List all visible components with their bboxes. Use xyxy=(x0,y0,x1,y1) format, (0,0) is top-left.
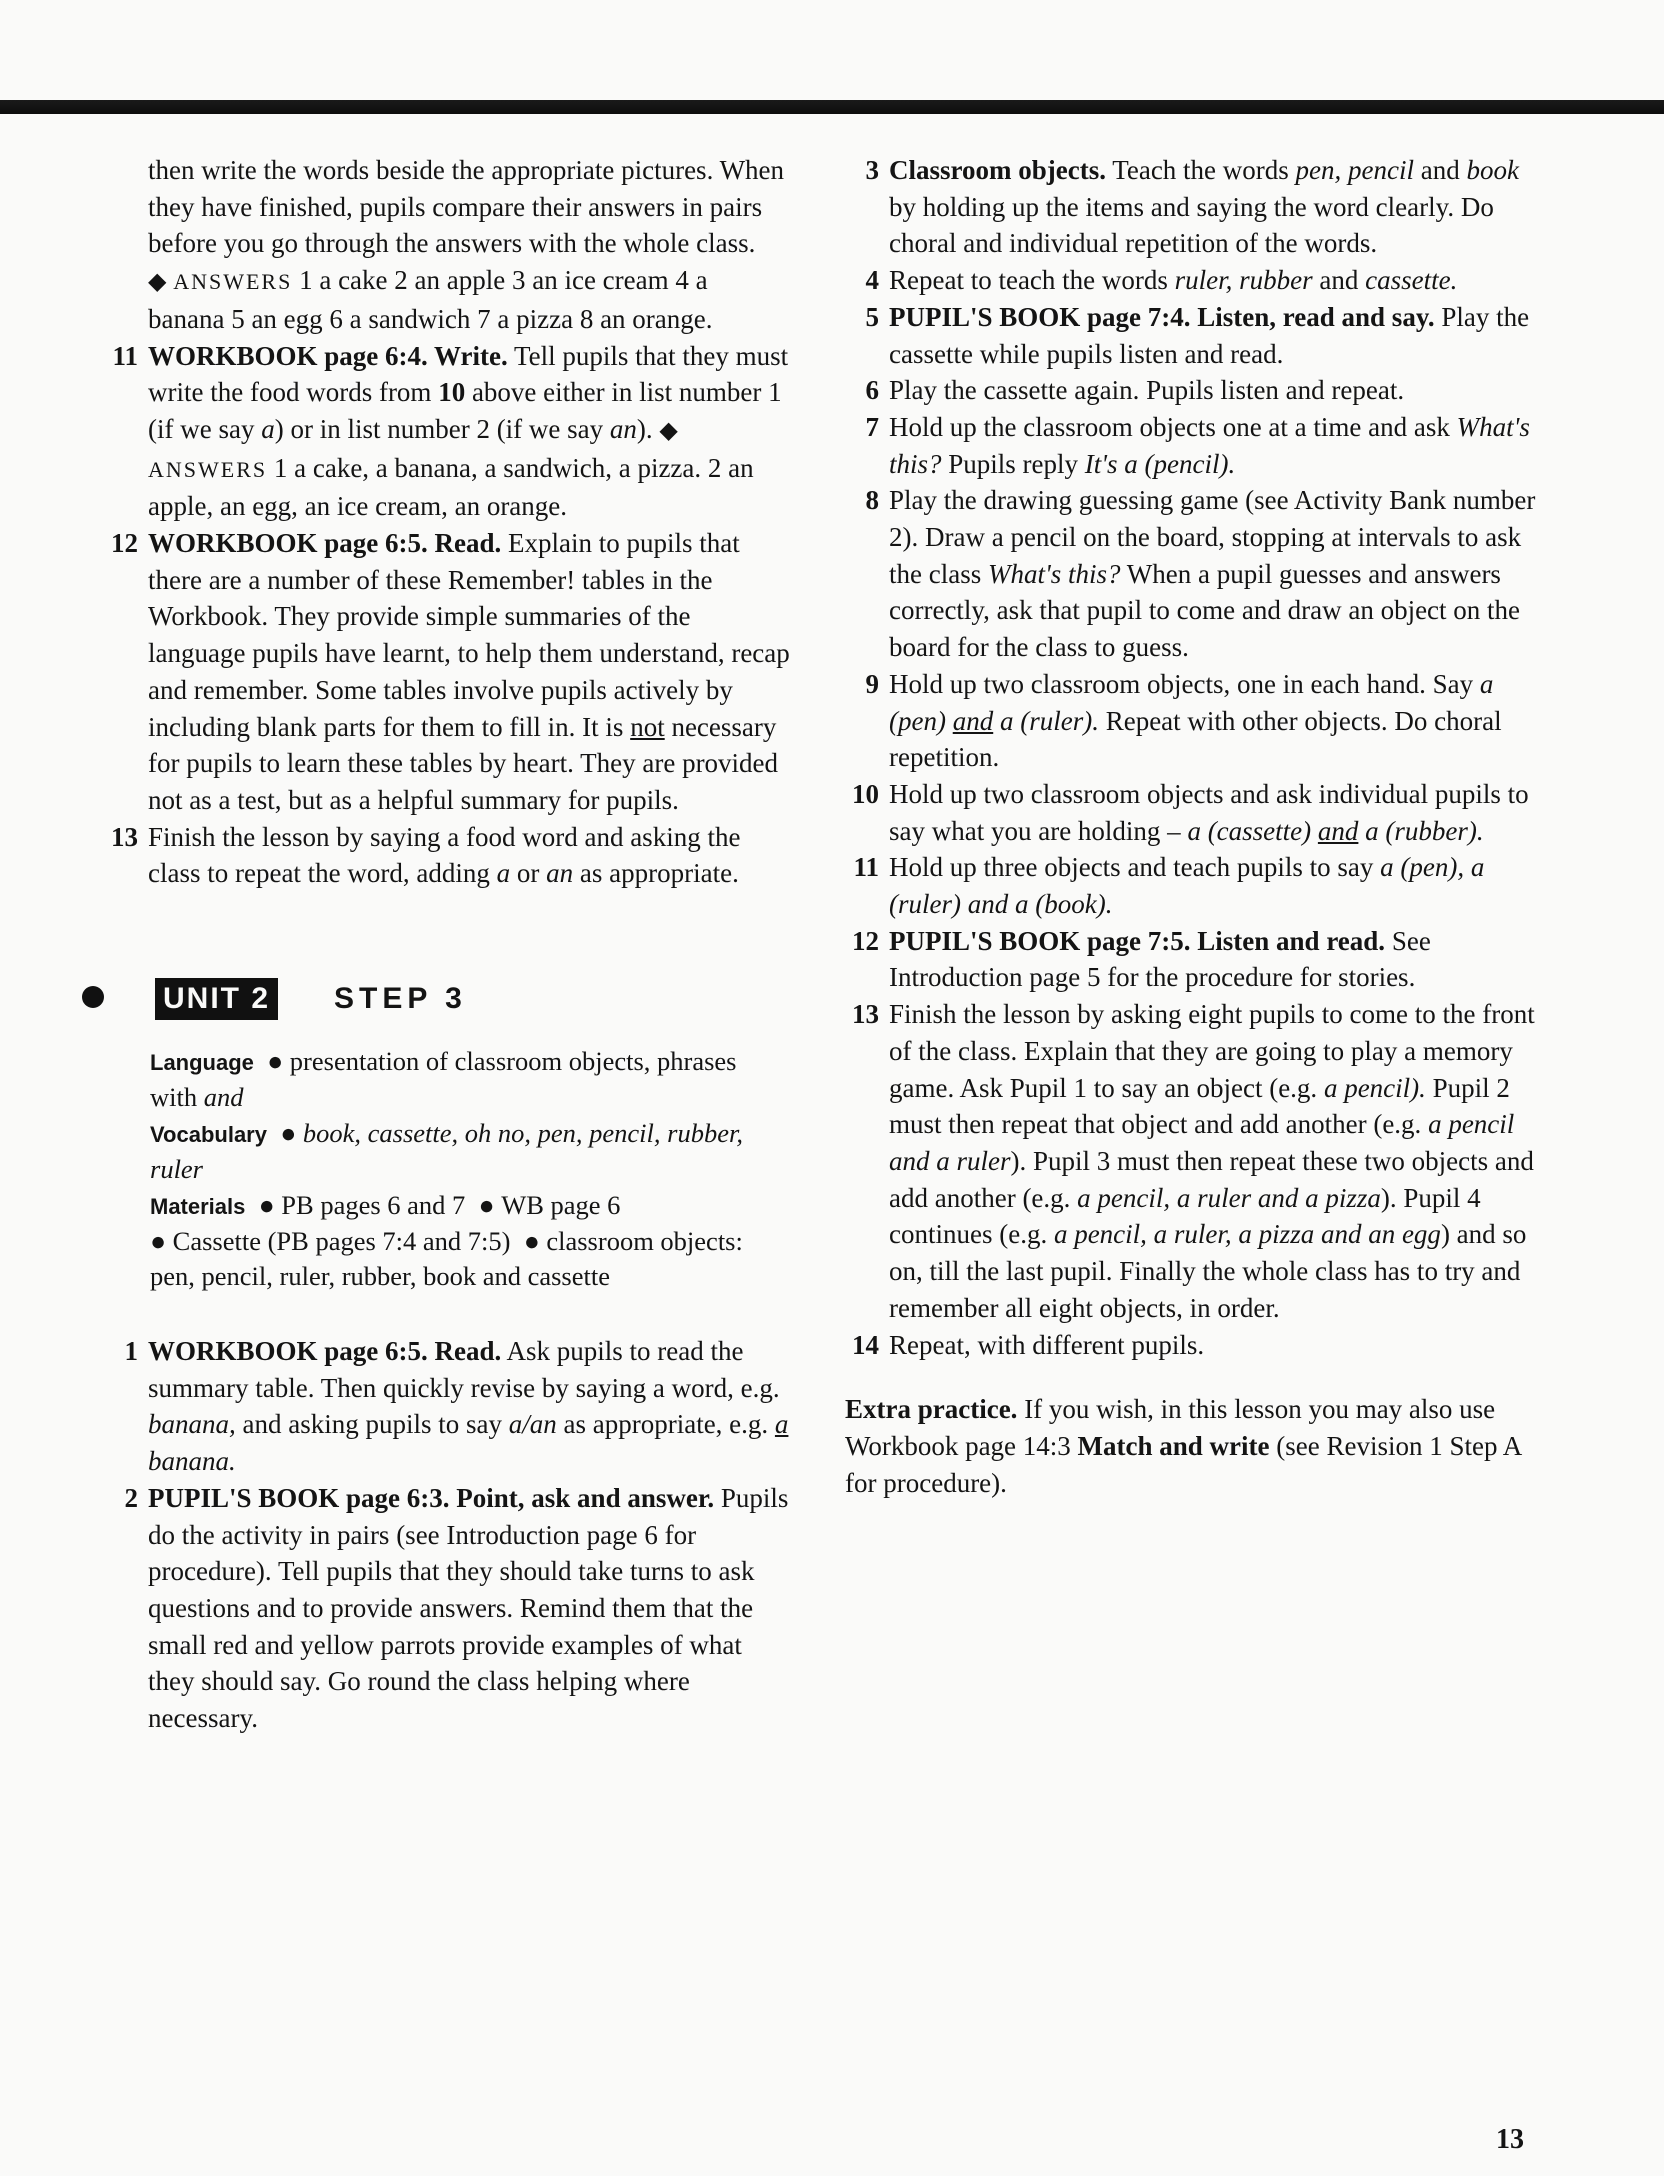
text-run: Play the cassette while pupils listen and read. xyxy=(889,301,1530,369)
text-run: PUPIL'S BOOK page 7:5. Listen and read. xyxy=(889,925,1386,956)
item-body xyxy=(148,1333,790,1480)
text-run: ruler, rubber xyxy=(1174,265,1313,296)
list-item xyxy=(104,1480,790,1737)
text-run: Play the drawing guessing game (see Activity Bank number 2). Draw a pencil on the board, stopping at intervals to ask the class xyxy=(889,485,1536,589)
list-item xyxy=(845,1327,1547,1364)
item-body xyxy=(889,849,1547,922)
materials-text: PB pages 6 and 7 xyxy=(281,1190,466,1221)
item-body xyxy=(889,372,1547,409)
text-run: necessary for pupils to learn these tables by heart. They are provided not as a test, but as a helpful summary for pupils. xyxy=(148,711,779,815)
text-run: Extra practice. xyxy=(845,1394,1018,1425)
item-body xyxy=(889,776,1547,849)
text-run: When a pupil guesses and answers correctly, ask that pupil to come and draw an object on the board for the class to guess. xyxy=(889,558,1521,663)
list-item xyxy=(845,152,1547,262)
bullet-icon: ● xyxy=(252,1190,282,1221)
item-number: 13 xyxy=(111,821,138,852)
text-run: and xyxy=(1312,265,1366,296)
item-number: 13 xyxy=(852,999,879,1030)
item-body xyxy=(889,409,1547,482)
item-body xyxy=(889,262,1547,299)
item-body xyxy=(889,1327,1547,1364)
list-item xyxy=(845,372,1547,409)
vocabulary-label: Vocabulary xyxy=(150,1122,267,1148)
text-run: a (pen) xyxy=(889,668,1494,736)
list-item xyxy=(104,338,790,526)
text-run: a pencil, a ruler and a pizza xyxy=(1077,1182,1381,1213)
item-number: 1 xyxy=(124,1336,138,1367)
text-run: a/an xyxy=(508,1409,557,1440)
text-run xyxy=(946,706,953,736)
text-run xyxy=(993,706,1000,736)
language-text: presentation of classroom objects, phrases with xyxy=(150,1046,737,1113)
text-run: and xyxy=(1317,815,1359,846)
item-body xyxy=(889,923,1547,996)
item-number: 12 xyxy=(852,925,879,956)
item-number: 6 xyxy=(865,375,879,406)
diamond-icon: ◆ xyxy=(148,269,167,296)
list-item xyxy=(845,299,1547,372)
language-row xyxy=(150,1044,790,1115)
text-run: a pencil). xyxy=(1323,1072,1426,1103)
text-run: or xyxy=(510,858,547,889)
text-run: Hold up two classroom objects and ask individual pupils to say what you are holding – xyxy=(889,778,1529,846)
text-run: ). Pupil 3 must then repeat these two objects and add another (e.g. xyxy=(889,1145,1534,1213)
text-run: What's this? xyxy=(987,558,1121,589)
item-number: 14 xyxy=(852,1329,879,1360)
text-run: If you wish, in this lesson you may also use Workbook page 14:3 xyxy=(845,1394,1496,1461)
text-run: WORKBOOK page 6:5. Read. xyxy=(148,528,502,559)
text-run: 10 xyxy=(438,377,466,408)
text-run: What's this? xyxy=(889,411,1530,479)
answers-text: 1 a cake 2 an apple 3 an ice cream 4 a banana 5 an egg 6 a sandwich 7 a pizza 8 an orange. xyxy=(148,265,713,334)
top-rule xyxy=(0,100,1664,114)
list-item xyxy=(845,409,1547,482)
item-body xyxy=(889,996,1547,1326)
text-run xyxy=(1311,816,1318,846)
item-number: 7 xyxy=(865,411,879,442)
text-run: Teach the words xyxy=(1105,155,1296,185)
text-run: Explain to pupils that there are a number of these Remember! tables in the Workbook. They provide simple summaries of the language pupils have learnt, to help them understand, recap and remember. Some tables involve pupils actively by including blank parts for them to fill in. It is xyxy=(148,528,790,742)
right-item-list xyxy=(845,152,1547,1363)
text-run: banana. xyxy=(148,1446,236,1477)
text-run: Match and write xyxy=(1077,1430,1270,1461)
item-number: 3 xyxy=(865,155,879,185)
materials-row xyxy=(150,1188,790,1294)
text-run: a pencil, a ruler, a pizza and an egg xyxy=(1053,1219,1441,1250)
text-run: a (pen), a (ruler) and a (book). xyxy=(889,852,1485,920)
text-run: Finish the lesson by saying a food word and asking the class to repeat the word, adding xyxy=(148,821,741,889)
bullet-icon xyxy=(82,986,104,1008)
item-body xyxy=(889,299,1547,372)
text-run: a (cassette) xyxy=(1187,815,1312,846)
unit-header xyxy=(104,978,790,1022)
text-run: Repeat with other objects. Do choral repetition. xyxy=(889,705,1502,773)
text-run: ). Pupil 4 continues (e.g. xyxy=(889,1182,1481,1250)
bullet-icon: ● xyxy=(150,1226,173,1257)
item-body xyxy=(148,338,790,526)
text-run: banana, xyxy=(148,1409,236,1440)
left-item-list xyxy=(104,338,790,893)
step-label: STEP 3 xyxy=(334,982,467,1016)
text-run: pen, pencil xyxy=(1295,155,1415,185)
text-run: an xyxy=(609,413,637,444)
text-run: ) or in list number 2 (if we say xyxy=(274,413,610,444)
list-item xyxy=(845,482,1547,666)
item-number: 12 xyxy=(111,528,138,559)
item-body xyxy=(148,1480,790,1737)
text-run: not xyxy=(630,711,665,742)
materials-text: classroom objects: pen, pencil, ruler, rubber, book and cassette xyxy=(150,1226,743,1292)
item-number: 11 xyxy=(853,852,879,883)
text-run: Pupil 2 must then repeat that object and add another (e.g. xyxy=(889,1072,1510,1140)
text-run: as appropriate. xyxy=(573,858,739,889)
item-number: 8 xyxy=(865,485,879,516)
text-run: Play the cassette again. Pupils listen and repeat. xyxy=(889,375,1405,406)
text-run: PUPIL'S BOOK page 7:4. Listen, read and say. xyxy=(889,301,1435,332)
item-number: 9 xyxy=(865,668,879,699)
text-run: ) and so on, till the last pupil. Finally the whole class has to try and remember all eight objects, in order. xyxy=(889,1219,1527,1323)
text-run: above either in list number 1 (if we say xyxy=(148,377,782,444)
item-body xyxy=(889,482,1547,666)
materials-text: Cassette (PB pages 7:4 and 7:5) xyxy=(172,1226,511,1257)
lesson-meta xyxy=(150,1044,790,1294)
text-run: a (rubber). xyxy=(1365,815,1484,846)
text-run: ANSWERS xyxy=(148,456,268,482)
text-run: by holding up the items and saying the word clearly. Do choral and individual repetition of the words. xyxy=(889,191,1494,259)
unit-label: UNIT 2 xyxy=(155,978,278,1020)
item-number: 10 xyxy=(852,778,879,809)
list-item xyxy=(845,849,1547,922)
item-number: 2 xyxy=(124,1482,138,1513)
text-run: Classroom objects. xyxy=(889,155,1106,185)
list-item xyxy=(104,819,790,892)
list-item xyxy=(845,996,1547,1326)
text-run: Repeat, with different pupils. xyxy=(889,1329,1205,1360)
list-item xyxy=(845,666,1547,776)
text-run: a pencil and a ruler xyxy=(889,1109,1515,1176)
text-run: PUPIL'S BOOK page 6:3. Point, ask and answer. xyxy=(148,1482,715,1513)
item-number: 11 xyxy=(112,340,138,371)
left-column xyxy=(104,152,790,1737)
text-run: an xyxy=(546,858,574,889)
extra-practice-paragraph xyxy=(845,1391,1547,1501)
item-number: 4 xyxy=(865,265,879,296)
list-item xyxy=(845,923,1547,996)
intro-paragraph xyxy=(148,152,790,338)
materials-text: WB page 6 xyxy=(501,1190,621,1221)
text-run: WORKBOOK page 6:4. Write. xyxy=(148,340,508,371)
text-run: and xyxy=(952,705,994,736)
right-column xyxy=(845,152,1547,1501)
language-label: Language xyxy=(150,1050,254,1076)
text-run: (see Revision 1 Step A for procedure). xyxy=(845,1430,1521,1498)
intro-text: then write the words beside the appropriate pictures. When they have finished, pupils compare their answers in pairs before you go through the answers with the whole class. xyxy=(148,155,785,259)
item-body xyxy=(889,666,1547,776)
text-run: a xyxy=(496,858,511,889)
text-run: a xyxy=(261,413,275,444)
bullet-icon: ● xyxy=(273,1118,303,1149)
text-run: It's a (pencil). xyxy=(1084,448,1236,479)
diamond-icon: ◆ xyxy=(659,417,678,444)
text-run: ). xyxy=(636,413,660,444)
page-number: 13 xyxy=(1496,2124,1524,2155)
item-body xyxy=(889,152,1547,262)
text-run: and asking pupils to say xyxy=(235,1409,509,1440)
text-run: a (ruler). xyxy=(999,705,1099,736)
text-run: Pupils reply xyxy=(941,448,1085,479)
materials-label: Materials xyxy=(150,1194,246,1220)
list-item xyxy=(845,262,1547,299)
text-run: See Introduction page 5 for the procedure for stories. xyxy=(889,925,1431,993)
list-item xyxy=(845,776,1547,849)
bullet-icon: ● xyxy=(260,1046,290,1077)
vocabulary-text: book, cassette, oh no, pen, pencil, rubber, ruler xyxy=(150,1118,743,1185)
item-number: 5 xyxy=(865,301,879,332)
text-run: Pupils do the activity in pairs (see Introduction page 6 for procedure). Tell pupils that they should take turns to ask questions and to provide answers. Remind them that the small red and yellow parrots provide examples of what they should say. Go round the class helping where necessary. xyxy=(148,1482,789,1734)
bullet-icon: ● xyxy=(471,1190,502,1221)
text-run: Repeat to teach the words xyxy=(889,265,1175,296)
text-run: WORKBOOK page 6:5. Read. xyxy=(148,1336,502,1367)
item-body xyxy=(148,819,790,892)
text-run: a xyxy=(774,1409,789,1440)
text-run: Tell pupils that they must write the food words from xyxy=(148,340,789,408)
list-item xyxy=(104,1333,790,1480)
text-run: cassette. xyxy=(1365,265,1458,296)
answers-label: ANSWERS xyxy=(173,269,293,295)
vocabulary-row xyxy=(150,1116,790,1187)
text-run: and xyxy=(1414,155,1467,185)
text-run: Finish the lesson by asking eight pupils to come to the front of the class. Explain that they are going to play a memory game. Ask Pupil 1 to say an object (e.g. xyxy=(889,999,1535,1103)
text-run: 1 a cake, a banana, a sandwich, a pizza. 2 an apple, an egg, an ice cream, an orange. xyxy=(148,452,754,522)
text-run: as appropriate, e.g. xyxy=(556,1409,775,1440)
list-item xyxy=(104,525,790,819)
text-run: Hold up the classroom objects one at a time and ask xyxy=(889,411,1457,442)
text-run: Hold up two classroom objects, one in each hand. Say xyxy=(889,668,1480,699)
text-run: Ask pupils to read the summary table. Then quickly revise by saying a word, e.g. xyxy=(148,1336,780,1403)
text-run: Hold up three objects and teach pupils to say xyxy=(889,852,1381,883)
language-italic: and xyxy=(203,1082,244,1113)
text-run: book xyxy=(1466,155,1519,185)
item-body xyxy=(148,525,790,819)
bullet-icon: ● xyxy=(517,1226,547,1257)
step-item-list xyxy=(104,1333,790,1737)
